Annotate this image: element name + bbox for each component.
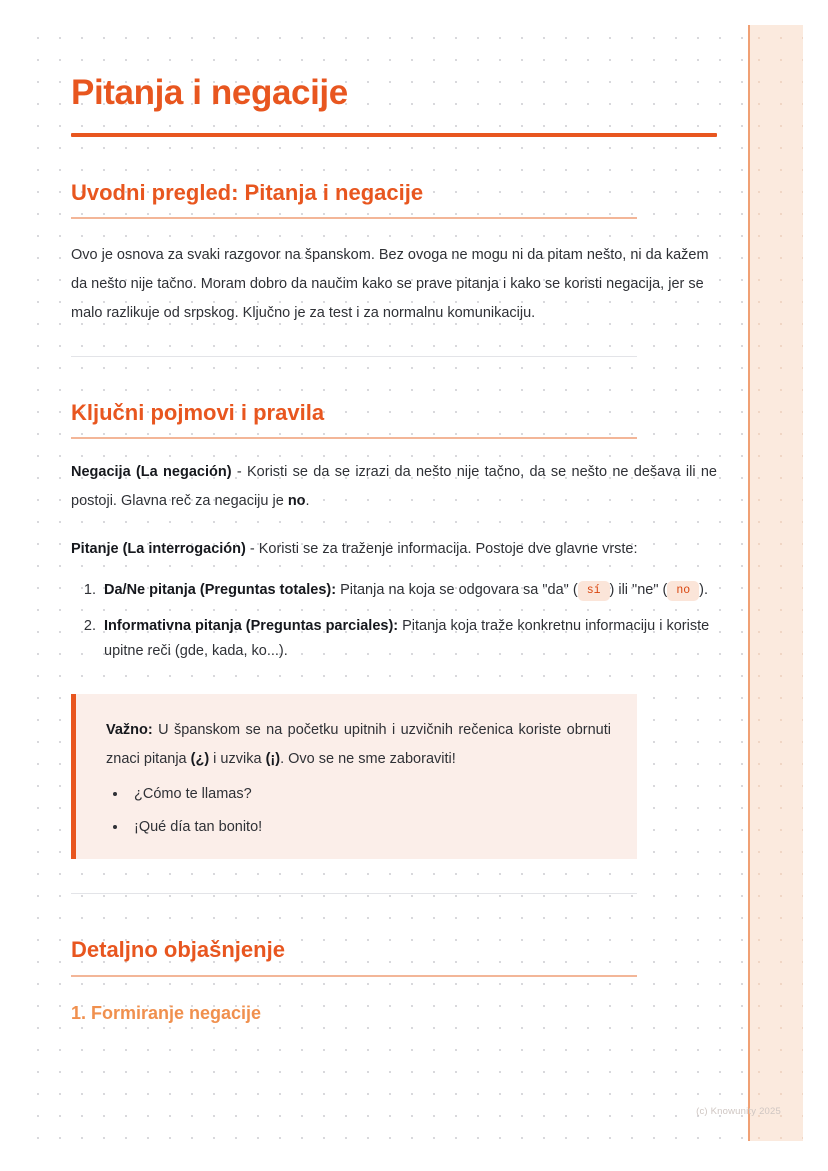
term-negacija-text-a: - Koristi se da se izrazi da nešto nije tačno, da se nešto ne dešava ili ne postoji. Glavna reč za negaciju je (71, 464, 717, 510)
list-item: • ¡Qué día tan bonito! (128, 816, 611, 839)
callout-paragraph (106, 716, 611, 773)
page-footer: (c) Knowunity 2025 (696, 1106, 781, 1117)
term-negacija-label: Negacija (La negación) (71, 464, 232, 481)
callout-text-c: . Ovo se ne sme zaboraviti! (280, 750, 456, 767)
callout-examples-list (106, 783, 611, 839)
list-item-text-a: Pitanja koja traže konkretnu informaciju i koriste upitne reči (gde, kada, ko...). (104, 617, 710, 660)
callout-label: Važno: (106, 722, 153, 739)
list-item (100, 578, 717, 603)
overview-paragraph: Ovo je osnova za svaki razgovor na španskom. Bez ovoga ne mogu ni da pitam nešto, ni da kažem da nešto nije tačno. Moram dobro da naučim kako se prave pitanja i kako se koristi negacija, jer se malo razlikuje od srpskog. Ključno je za test i za normalnu komunikaciju. (71, 246, 709, 321)
page-title: Pitanja i negacije (71, 73, 348, 112)
question-types-list (71, 578, 717, 664)
term-pitanje-text: - Koristi se za traženje informacija. Postoje dve glavne vrste: (245, 541, 638, 558)
section-heading-key-terms: Ključni pojmovi i pravila (71, 399, 325, 425)
code-chip-si: sí (578, 581, 610, 601)
document-content (71, 25, 717, 1024)
list-item-text-b: ) ili "ne" ( (609, 582, 668, 599)
detail-heading-rule (71, 975, 637, 977)
title-underline-rule (71, 133, 717, 137)
callout-symbol-exclamation: (¡) (265, 750, 281, 767)
list-item-text-c: ). (699, 582, 709, 599)
important-callout (71, 694, 637, 859)
term-pitanje-label: Pitanje (La interrogación) (71, 541, 246, 558)
section-divider-1 (71, 356, 637, 357)
callout-text-b: i uzvika (209, 750, 266, 767)
key-terms-heading-rule (71, 437, 637, 439)
list-item: • ¿Cómo te llamas? (128, 783, 611, 806)
term-negacija-bold-word: no (287, 493, 306, 510)
list-item-text-a: Pitanja na koja se odgovara sa "da" ( (336, 582, 578, 599)
term-pitanje-paragraph (71, 535, 717, 564)
callout-symbol-question: (¿) (190, 750, 210, 767)
list-item-label: Da/Ne pitanja (Preguntas totales): (104, 582, 337, 599)
list-item-label: Informativna pitanja (Preguntas parciales): (104, 617, 399, 634)
subsection-heading-formiranje-negacije: 1. Formiranje negacije (71, 1002, 262, 1023)
list-item (100, 614, 717, 665)
term-negacija-paragraph (71, 458, 717, 516)
section-heading-detail: Detaljno objašnjenje (71, 937, 285, 963)
callout-text-a: U španskom se na početku upitnih i uzvičnih rečenica koriste obrnuti znaci pitanja (106, 722, 611, 767)
section-heading-overview: Uvodni pregled: Pitanja i negacije (71, 179, 424, 205)
section-divider-2 (71, 893, 637, 894)
term-negacija-text-b: . (305, 493, 310, 510)
overview-heading-rule (71, 217, 637, 219)
right-decorative-strip (748, 25, 803, 1141)
code-chip-no: no (667, 581, 699, 601)
